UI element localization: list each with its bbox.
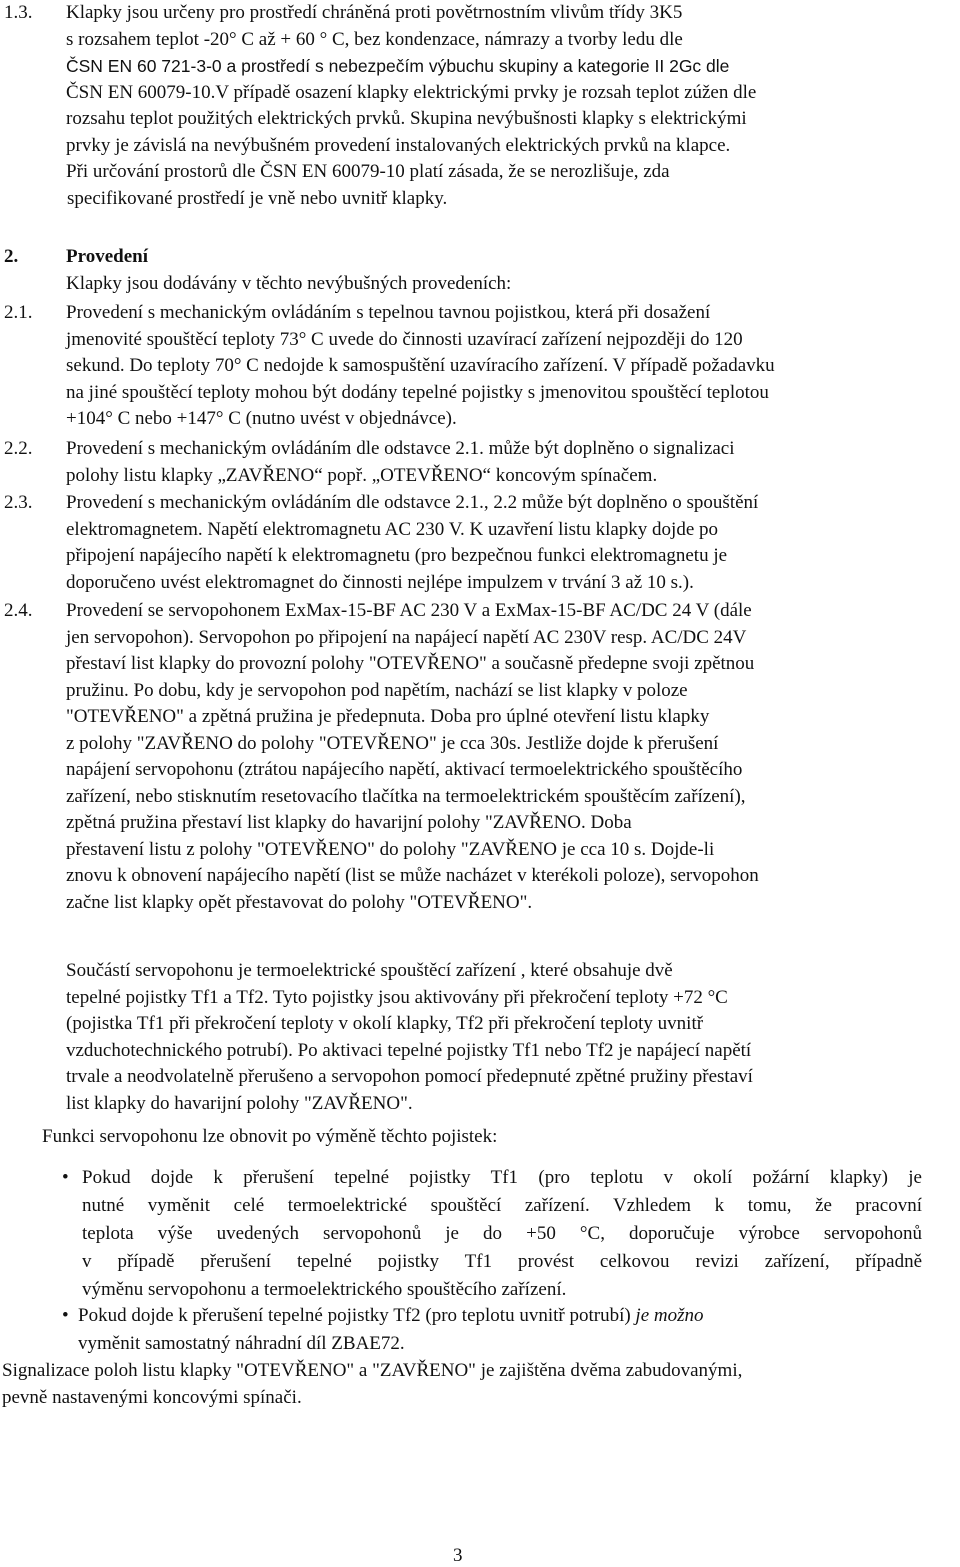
section-title: Provedení bbox=[66, 246, 148, 267]
text-line: pružinu. Po dobu, kdy je servopohon pod napětím, nachází se list klapky v poloze bbox=[66, 679, 688, 701]
restore-line: Funkci servopohonu lze obnovit po výměně těchto pojistek: bbox=[42, 1126, 498, 1147]
text-line: prvky je závislá na nevýbušném provedení instalovaných elektrických prvků na klapce. bbox=[66, 134, 731, 156]
text-line: "OTEVŘENO" a zpětná pružina je předepnuta. Doba pro úplné otevření listu klapky bbox=[66, 706, 710, 727]
page-number: 3 bbox=[453, 1545, 463, 1566]
text-line: na jiné spouštěcí teploty mohou být dodány tepelné pojistky s jmenovitou spouštěcí teplotou bbox=[66, 381, 769, 403]
text-line: vzduchotechnického potrubí). Po aktivaci tepelné pojistky Tf1 nebo Tf2 je napájecí napětí bbox=[66, 1039, 752, 1061]
paragraph-body bbox=[2, 1358, 960, 1411]
text-line: teplota výše uvedených servopohonů je do +50 °C, doporučuje výrobce servopohonů bbox=[82, 1223, 922, 1244]
text-line: rozsahu teplot použitých elektrických prvků. Skupina nevýbušnosti klapky s elektrickými bbox=[66, 108, 747, 129]
text-line: elektromagnetem. Napětí elektromagnetu AC 230 V. K uzavření listu klapky dojde po bbox=[66, 518, 719, 540]
text-line: připojení napájecího napětí k elektromagnetu (pro bezpečnou funkci elektromagnetu je bbox=[66, 545, 728, 566]
text-line: ČSN EN 60079-10.V případě osazení klapky elektrickými prvky je rozsah teplot zúžen dle bbox=[66, 81, 757, 103]
text-line: polohy listu klapky „ZAVŘENO“ popř. „OTEVŘENO“ koncovým spínačem. bbox=[66, 464, 658, 486]
text-line: jmenovité spouštěcí teploty 73° C uvede do činnosti uzavírací zařízení nejpozději do 120 bbox=[66, 328, 743, 350]
section-number: 2.3. bbox=[4, 492, 33, 513]
text-line: Provedení s mechanickým ovládáním dle odstavce 2.1. může být doplněno o signalizaci bbox=[66, 438, 735, 459]
section-number: 2. bbox=[4, 246, 19, 267]
text-line: jen servopohon). Servopohon po připojení na napájecí napětí AC 230V resp. AC/DC 24V bbox=[66, 626, 747, 648]
section-number: 1.3. bbox=[4, 2, 33, 23]
bullet-text bbox=[78, 1302, 922, 1358]
text-line: zpětná pružina přestaví list klapky do havarijní polohy "ZAVŘENO. Doba bbox=[66, 812, 632, 833]
text-line: list klapky do havarijní polohy "ZAVŘENO". bbox=[66, 1092, 413, 1114]
text-line: nutné vyměnit celé termoelektrické spouštěcí zařízení. Vzhledem k tomu, že pracovní bbox=[82, 1195, 922, 1216]
text-line: Klapky jsou určeny pro prostředí chráněná proti povětrnostním vlivům třídy 3K5 bbox=[66, 2, 683, 23]
text-line: +104° C nebo +147° C (nutno uvést v objednávce). bbox=[66, 408, 457, 429]
section-body bbox=[66, 0, 934, 212]
text-line: pevně nastavenými koncovými spínači. bbox=[2, 1386, 302, 1408]
text-line: doporučeno uvést elektromagnet do činnosti nejlépe impulzem v trvání 3 až 10 s.). bbox=[66, 571, 694, 593]
text-line: vyměnit samostatný náhradní díl ZBAE72. bbox=[78, 1333, 405, 1354]
text-line: Pokud dojde k přerušení tepelné pojistky Tf1 (pro teplotu v okolí požární klapky) je bbox=[82, 1167, 922, 1188]
bullet-icon: • bbox=[62, 1305, 69, 1326]
section-body bbox=[66, 244, 934, 297]
text-line: výměnu servopohonu a termoelektrického spouštěcího zařízení. bbox=[82, 1279, 567, 1300]
bullet-text bbox=[82, 1164, 922, 1304]
section-body bbox=[66, 300, 934, 433]
bullet-main-text: Pokud dojde k přerušení tepelné pojistky Tf2 (pro teplotu uvnitř potrubí) bbox=[78, 1305, 631, 1326]
text-line: ČSN EN 60 721-3-0 a prostředí s nebezpečím výbuchu skupiny a kategorie II 2Gc dle bbox=[66, 56, 730, 76]
paragraph-body bbox=[66, 958, 934, 1117]
text-line: tepelné pojistky Tf1 a Tf2. Tyto pojistky jsou aktivovány při překročení teploty +72 °C bbox=[66, 986, 728, 1008]
text-line: Klapky jsou dodávány v těchto nevýbušných provedeních: bbox=[66, 272, 512, 294]
text-line: Při určování prostorů dle ČSN EN 60079-10 platí zásada, že se nerozlišuje, zda bbox=[66, 161, 670, 182]
text-line: Provedení s mechanickým ovládáním dle odstavce 2.1., 2.2 může být doplněno o spouštění bbox=[66, 492, 759, 513]
text-line: zařízení, nebo stisknutím resetovacího tlačítka na termoelektrickém spouštěcím zařízení), bbox=[66, 785, 746, 807]
section-number: 2.1. bbox=[4, 302, 33, 323]
text-line: přestaví list klapky do provozní polohy "OTEVŘENO" a současně předepne svoji zpětnou bbox=[66, 653, 755, 674]
text-line: specifikované prostředí je vně nebo uvnitř klapky. bbox=[67, 187, 448, 209]
section-body bbox=[66, 490, 934, 596]
italic-text: je možno bbox=[635, 1305, 704, 1326]
section-number: 2.2. bbox=[4, 438, 33, 459]
section-number: 2.4. bbox=[4, 600, 33, 621]
text-line: Součástí servopohonu je termoelektrické spouštěcí zařízení , které obsahuje dvě bbox=[66, 960, 673, 981]
section-body bbox=[66, 436, 934, 489]
text-line: Provedení se servopohonem ExMax-15-BF AC 230 V a ExMax-15-BF AC/DC 24 V (dále bbox=[66, 600, 752, 621]
text-line: z polohy "ZAVŘENO do polohy "OTEVŘENO" je cca 30s. Jestliže dojde k přerušení bbox=[66, 732, 719, 754]
text-line: trvale a neodvolatelně přerušeno a servopohon pomocí předepnuté zpětné pružiny přestaví bbox=[66, 1066, 753, 1087]
text-line: Provedení s mechanickým ovládáním s tepelnou tavnou pojistkou, která při dosažení bbox=[66, 302, 711, 323]
text-line: sekund. Do teploty 70° C nedojde k samospuštění uzavíracího zařízení. V případě požadavku bbox=[66, 355, 775, 376]
text-line: s rozsahem teplot -20° C až + 60 ° C, bez kondenzace, námrazy a tvorby ledu dle bbox=[66, 28, 683, 50]
text-line: přestavení listu z polohy "OTEVŘENO" do polohy "ZAVŘENO je cca 10 s. Dojde-li bbox=[66, 838, 715, 860]
text-line: Signalizace poloh listu klapky "OTEVŘENO" a "ZAVŘENO" je zajištěna dvěma zabudovanými, bbox=[2, 1360, 743, 1381]
text-line bbox=[78, 1302, 922, 1330]
section-body bbox=[66, 598, 934, 916]
text-line: v případě přerušení tepelné pojistky Tf1 provést celkovou revizi zařízení, případně bbox=[82, 1251, 922, 1272]
text-line: napájení servopohonu (ztrátou napájecího napětí, aktivací termoelektrického spouštěcího bbox=[66, 759, 743, 780]
bullet-icon: • bbox=[62, 1167, 69, 1188]
text-line: (pojistka Tf1 při překročení teploty v okolí klapky, Tf2 při překročení teploty uvnitř bbox=[66, 1013, 704, 1034]
text-line: začne list klapky opět přestavovat do polohy "OTEVŘENO". bbox=[66, 891, 533, 913]
text-line: znovu k obnovení napájecího napětí (list se může nacházet v kterékoli poloze), servopohon bbox=[66, 865, 759, 886]
